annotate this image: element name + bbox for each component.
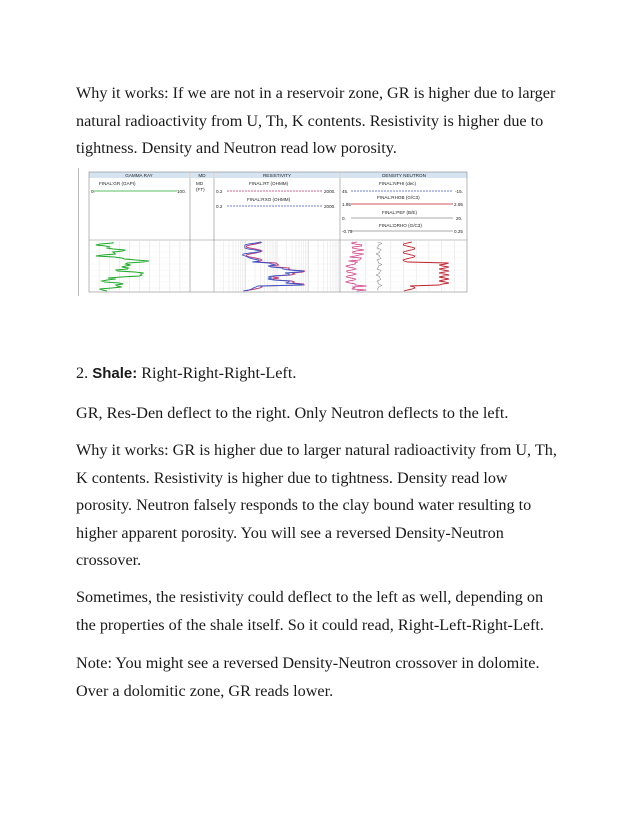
rxo-right-scale: 2000. [324, 204, 336, 209]
shale-number: 2. [76, 364, 89, 382]
log-grid [89, 241, 467, 292]
paragraph-deflection: GR, Res-Den deflect to the right. Only Neutron deflects to the left. [76, 404, 509, 422]
rhob-curve [403, 242, 449, 291]
shale-bold-label: Shale: [92, 365, 138, 382]
well-log-figure [78, 168, 472, 296]
paragraph-why-it-works-1: Why it works: If we are not in a reservoir zone, GR is higher due to larger natural radioactivity from U, Th, K contents. Resistivity is higher due to tightness. Density and Neutron read low porosity. [76, 84, 556, 157]
rt-right-scale: 2000. [324, 189, 336, 194]
shale-pattern: Right-Right-Right-Left. [137, 364, 297, 382]
pef-curve [376, 242, 382, 290]
rhob-right-scale: 2.95 [454, 202, 463, 207]
pef-curve-label: FINAL:PEF (B/E) [382, 210, 417, 215]
rt-curve-label: FINAL:RT (OHMM) [249, 181, 289, 186]
dn-track-title: DENSITY NEUTRON [382, 173, 426, 178]
rhob-curve-label: FINAL:RHOB (G/C3) [377, 195, 420, 200]
rhob-left-scale: 1.95 [342, 202, 351, 207]
rxo-curve-label: FINAL:RXO (OHMM) [247, 197, 291, 202]
gr-left-scale: 0. [91, 189, 95, 194]
paragraph-why-it-works-2: Why it works: GR is higher due to larger natural radioactivity from U, Th, K contents. Resistivity is higher due to tightness. Density read low porosity. Neutron falsely responds to the clay bound water resulting to higher apparent porosity. You will see a reversed Density-Neutron crossover. [76, 441, 557, 569]
drho-left-scale: -0.75 [342, 229, 353, 234]
pef-left-scale: 0. [342, 216, 346, 221]
shale-heading [76, 360, 566, 388]
md-track-title: MD [198, 173, 206, 178]
paragraph-note: Note: You might see a reversed Density-Neutron crossover in dolomite. Over a dolomitic zone, GR reads lower. [76, 654, 540, 700]
pef-right-scale: 20. [456, 216, 463, 221]
nphi-right-scale: -15. [455, 189, 463, 194]
gr-track-title: GAMMA RAY [125, 173, 153, 178]
rxo-left-scale: 0.2 [216, 204, 223, 209]
drho-right-scale: 0.25 [454, 229, 463, 234]
log-curves [96, 242, 449, 291]
res-track-title: RESISTIVITY [262, 173, 292, 178]
nphi-curve [346, 242, 367, 291]
nphi-left-scale: 45. [342, 189, 349, 194]
md-unit: (FT) [196, 187, 205, 192]
well-log-graphic [79, 168, 472, 296]
gr-curve [96, 242, 149, 291]
md-label: MD [196, 181, 204, 186]
paragraph-sometimes: Sometimes, the resistivity could deflect to the left as well, depending on the properties of the shale itself. So it could read, Right-Left-Right-Left. [76, 588, 544, 634]
log-frame [89, 172, 467, 292]
rt-left-scale: 0.2 [216, 189, 223, 194]
gr-right-scale: 100. [177, 189, 186, 194]
gr-curve-label: FINAL:GR (GAPI) [99, 181, 136, 186]
nphi-curve-label: FINAL:NPHI (dec) [379, 181, 417, 186]
drho-curve-label: FINAL:DRHO (G/C3) [379, 223, 422, 228]
